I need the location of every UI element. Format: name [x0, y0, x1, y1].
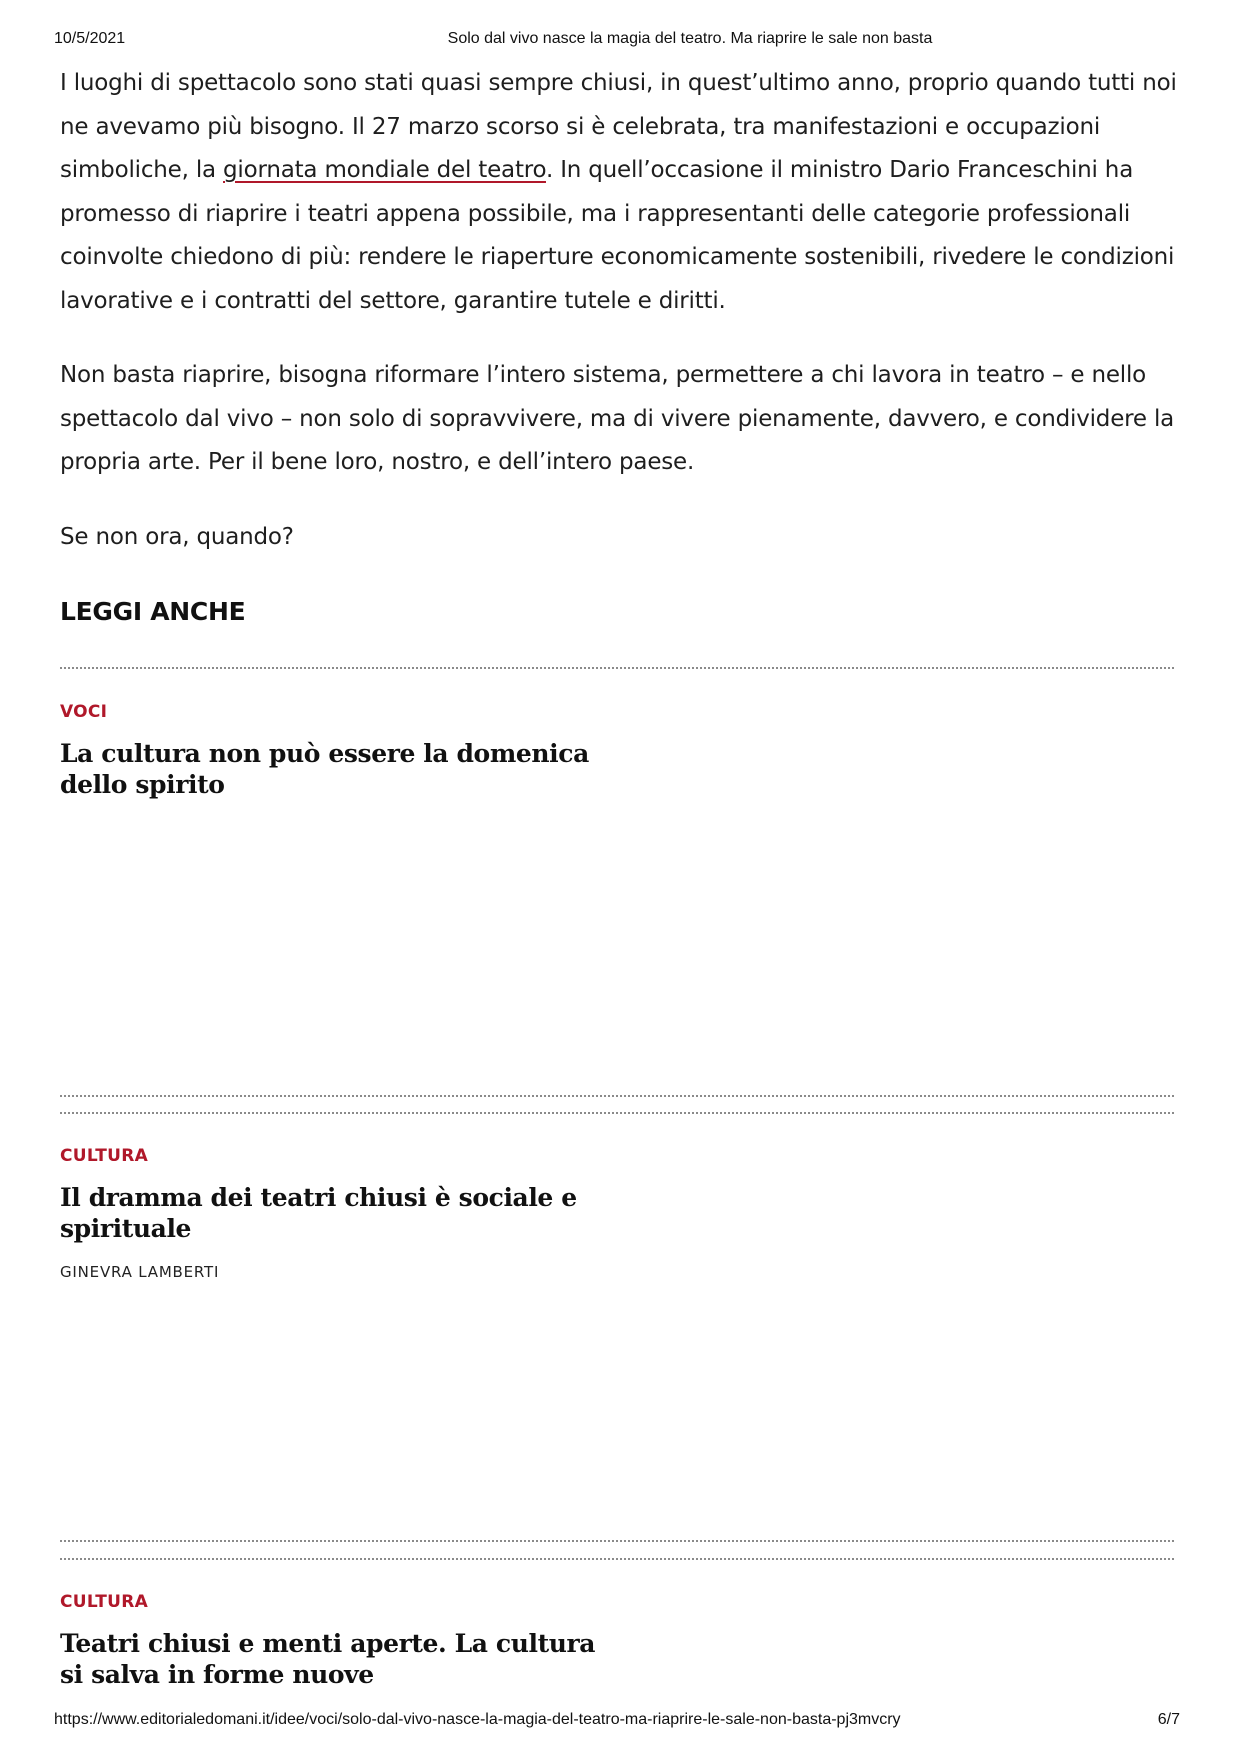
article-paragraph-3: Se non ora, quando?: [60, 523, 294, 550]
article-paragraph-2: Non basta riaprire, bisogna riformare l’intero sistema, permettere a chi lavora in teatro – e nello spettacolo dal vivo – non solo di sopravvivere, ma di vivere pienamente, davvero, e condividere la propria arte. Per il bene loro, nostro, e dell’intero paese.: [60, 362, 1175, 475]
print-footer: [0, 1711, 1240, 1733]
print-url: https://www.editorialedomani.it/idee/voci/solo-dal-vivo-nasce-la-magia-del-teatro-ma-riaprire-le-sale-non-basta-pj3mvcry: [54, 1711, 901, 1728]
divider: [60, 1540, 1174, 1542]
related-article-category[interactable]: CULTURA: [60, 1146, 149, 1166]
page-number: 6/7: [1157, 1711, 1180, 1728]
related-article-author[interactable]: GINEVRA LAMBERTI: [60, 1263, 220, 1281]
print-date: 10/5/2021: [54, 30, 126, 47]
divider: [60, 1558, 1174, 1560]
print-header: [0, 30, 1240, 52]
related-article-card[interactable]: [60, 702, 620, 800]
related-article-title[interactable]: Teatri chiusi e menti aperte. La cultura si salva in forme nuove: [60, 1629, 596, 1689]
paragraph-1-text-end: . In quell’occasione il ministro Dario Franceschini ha promesso di riaprire i teatri appena possibile, ma i rappresentanti delle categorie professionali coinvolte chiedono di più: rendere le riaperture economicamente sostenibili, rivedere le condizioni lavorative e i contratti del settore, garantire tutele e diritti.: [60, 157, 1175, 314]
divider: [60, 667, 1174, 669]
divider: [60, 1112, 1174, 1114]
related-article-title[interactable]: La cultura non può essere la domenica dello spirito: [60, 739, 589, 799]
related-article-category[interactable]: CULTURA: [60, 1592, 149, 1612]
world-theatre-day-link[interactable]: giornata mondiale del teatro: [223, 157, 546, 183]
article-paragraph-1: [60, 62, 1180, 323]
related-articles-heading: LEGGI ANCHE: [60, 597, 246, 626]
print-document-title: Solo dal vivo nasce la magia del teatro. Ma riaprire le sale non basta: [447, 30, 933, 47]
divider: [60, 1095, 1174, 1097]
related-article-card[interactable]: [60, 1592, 620, 1690]
related-article-category[interactable]: VOCI: [60, 702, 108, 722]
article-body: [60, 62, 1180, 590]
related-article-card[interactable]: [60, 1146, 620, 1281]
related-article-title[interactable]: Il dramma dei teatri chiusi è sociale e spirituale: [60, 1183, 577, 1243]
paragraph-1-text-start: I luoghi di spettacolo sono stati quasi sempre chiusi, in quest’ultimo anno, proprio quando tutti noi ne avevamo più bisogno. Il 27 marzo scorso si è celebrata, tra manifestazioni e occupazioni simboliche, la: [60, 70, 1177, 183]
